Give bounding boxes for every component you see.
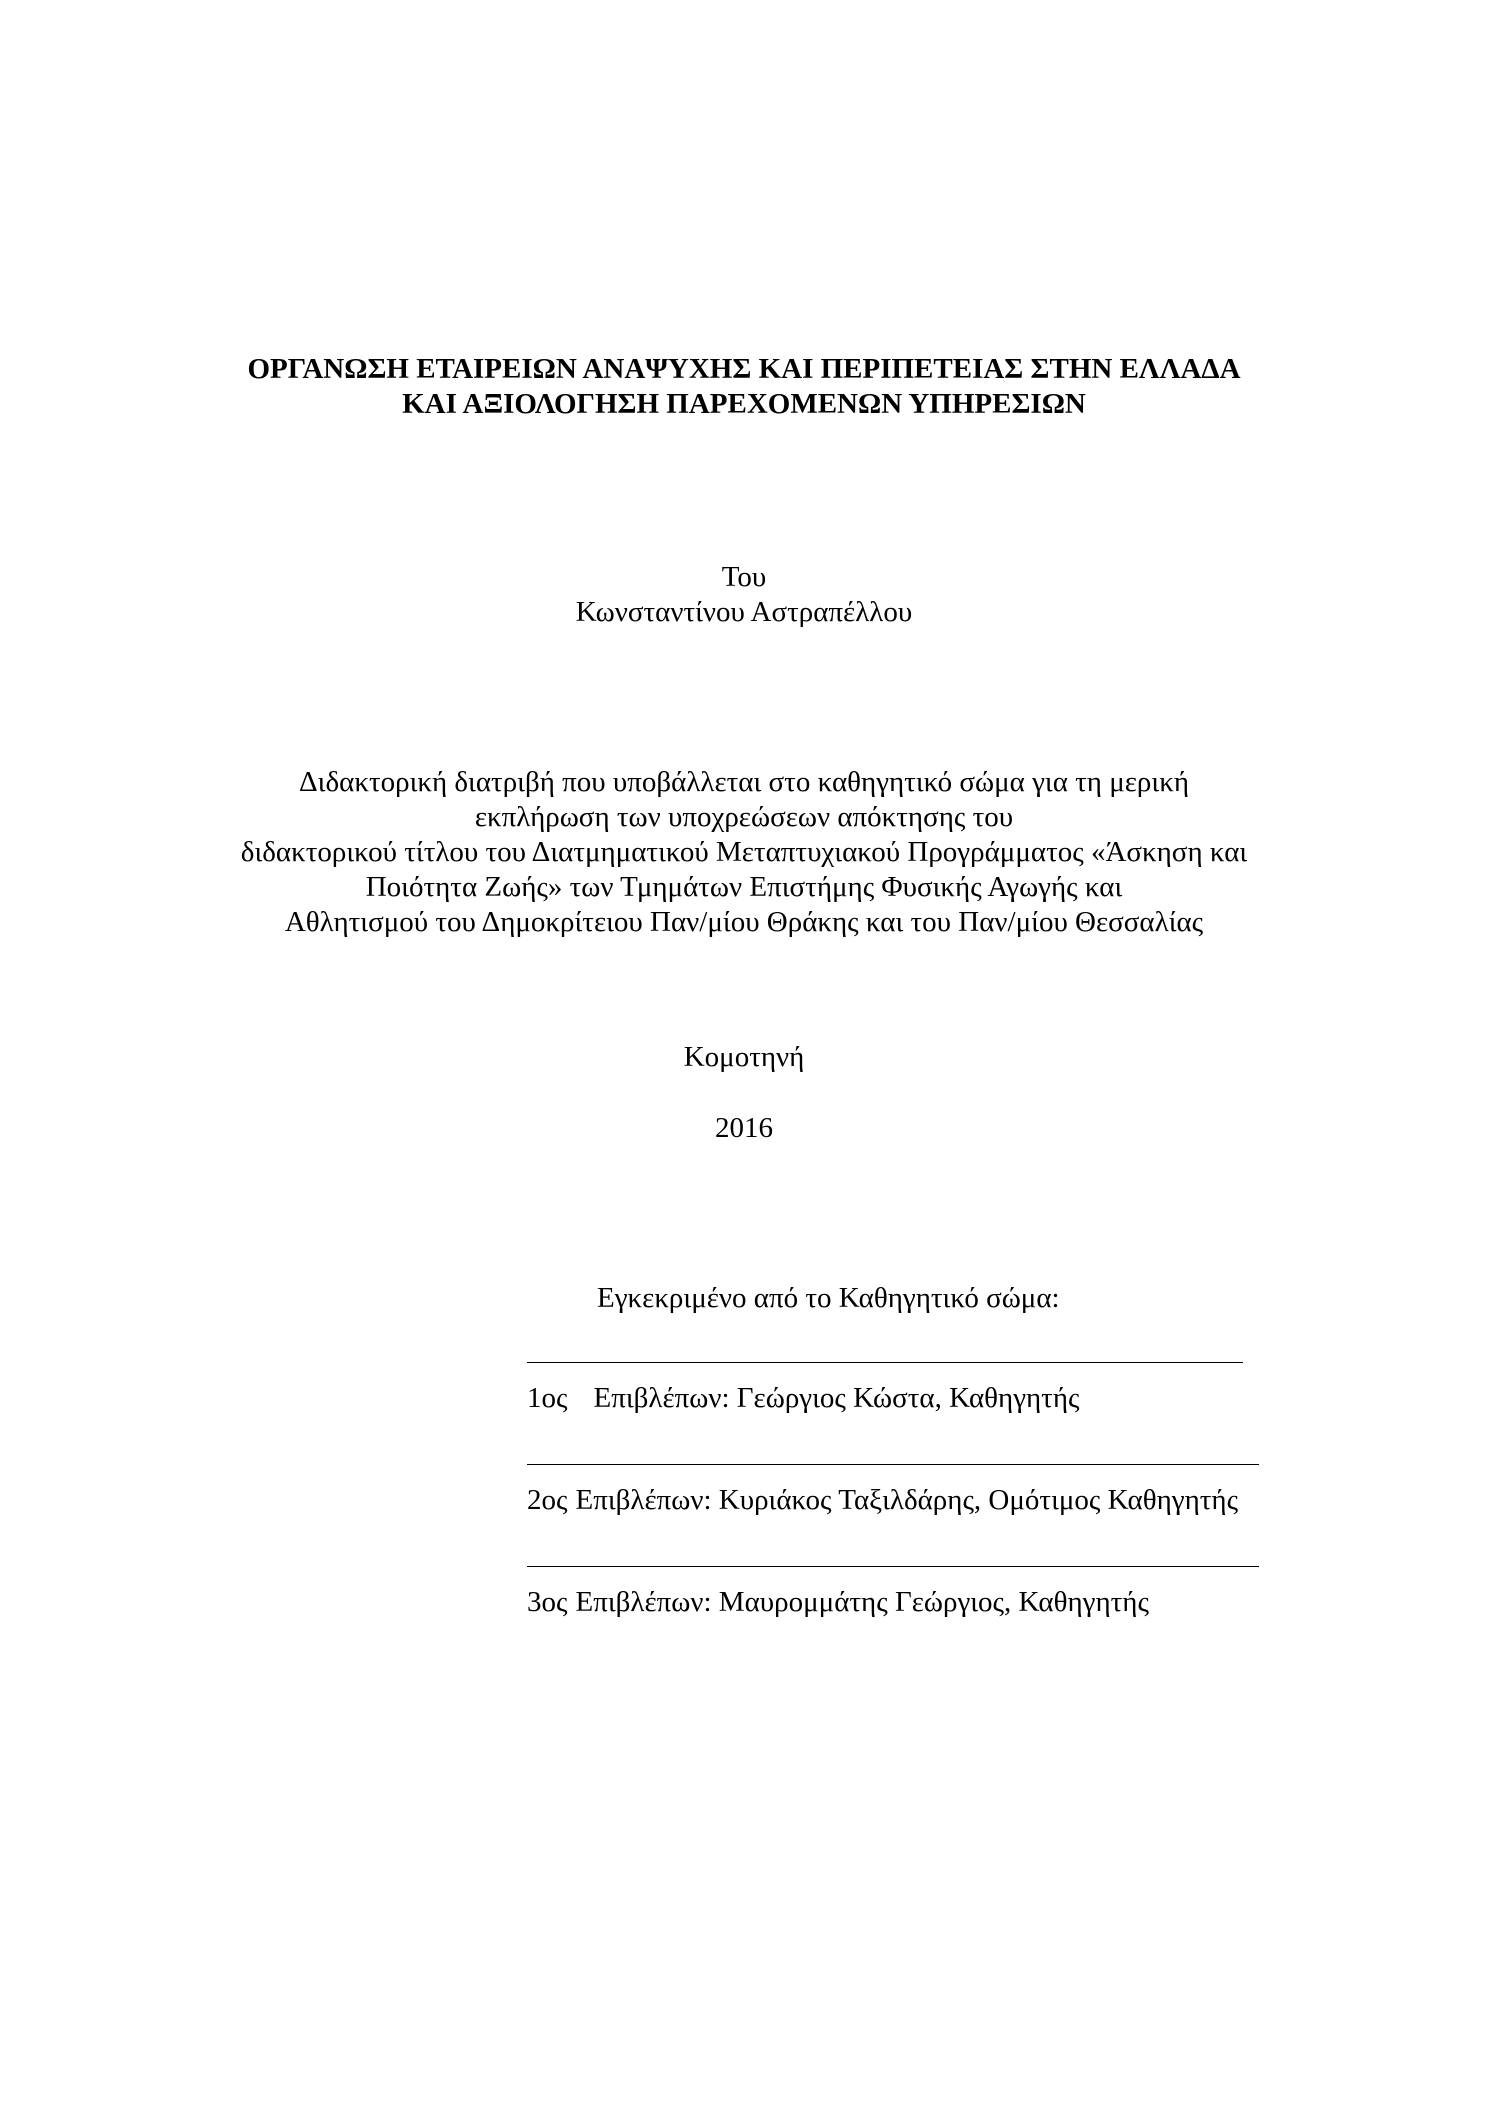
- description-line: εκπλήρωση των υποχρεώσεων απόκτησης του: [474, 801, 1014, 833]
- signature-line-1: [527, 1362, 1243, 1363]
- supervisor-1: [527, 1381, 1079, 1416]
- signature-line-2: [527, 1464, 1259, 1465]
- author-prefix: Του: [721, 561, 767, 593]
- author-name: Κωνσταντίνου Αστραπέλλου: [575, 596, 913, 628]
- thesis-title-line-2: ΚΑΙ ΑΞΙΟΛΟΓΗΣΗ ΠΑΡΕΧΟΜΕΝΩΝ ΥΠΗΡΕΣΙΩΝ: [402, 388, 1086, 420]
- thesis-title: [0, 352, 1488, 422]
- supervisor-ordinal: 1ος: [527, 1382, 568, 1414]
- signature-line-3: [527, 1566, 1259, 1567]
- approval-heading: Εγκεκριμένο από το Καθηγητικό σώμα:: [597, 1282, 1060, 1314]
- city: Κομοτηνή: [683, 1041, 805, 1073]
- description-line: Διδακτορική διατριβή που υποβάλλεται στο καθηγητικό σώμα για τη μερική: [299, 766, 1189, 798]
- description-line: Αθλητισμού του Δημοκρίτειου Παν/μίου Θράκης και του Παν/μίου Θεσσαλίας: [284, 906, 1204, 938]
- supervisor-3: [527, 1585, 1149, 1620]
- description-line: Ποιότητα Ζωής» των Τμημάτων Επιστήμης Φυσικής Αγωγής και: [365, 871, 1123, 903]
- thesis-description: [0, 765, 1488, 940]
- thesis-title-line-1: ΟΡΓΑΝΩΣΗ ΕΤΑΙΡΕΙΩΝ ΑΝΑΨΥΧΗΣ ΚΑΙ ΠΕΡΙΠΕΤΕΙΑΣ ΣΤΗΝ ΕΛΛΑΔΑ: [247, 353, 1241, 385]
- supervisor-text: Επιβλέπων: Γεώργιος Κώστα, Καθηγητής: [593, 1382, 1080, 1414]
- supervisor-2: [527, 1483, 1238, 1518]
- author-block: [0, 560, 1488, 630]
- description-line: διδακτορικού τίτλου του Διατμηματικού Μεταπτυχιακού Προγράμματος «Άσκηση και: [240, 836, 1248, 868]
- supervisor-ordinal: 3ος: [527, 1586, 568, 1618]
- supervisor-text: Επιβλέπων: Κυριάκος Ταξιλδάρης, Ομότιμος Καθηγητής: [575, 1484, 1239, 1516]
- supervisor-ordinal: 2ος: [527, 1484, 568, 1516]
- year: 2016: [715, 1112, 773, 1144]
- supervisor-text: Επιβλέπων: Μαυρομμάτης Γεώργιος, Καθηγητής: [575, 1586, 1149, 1618]
